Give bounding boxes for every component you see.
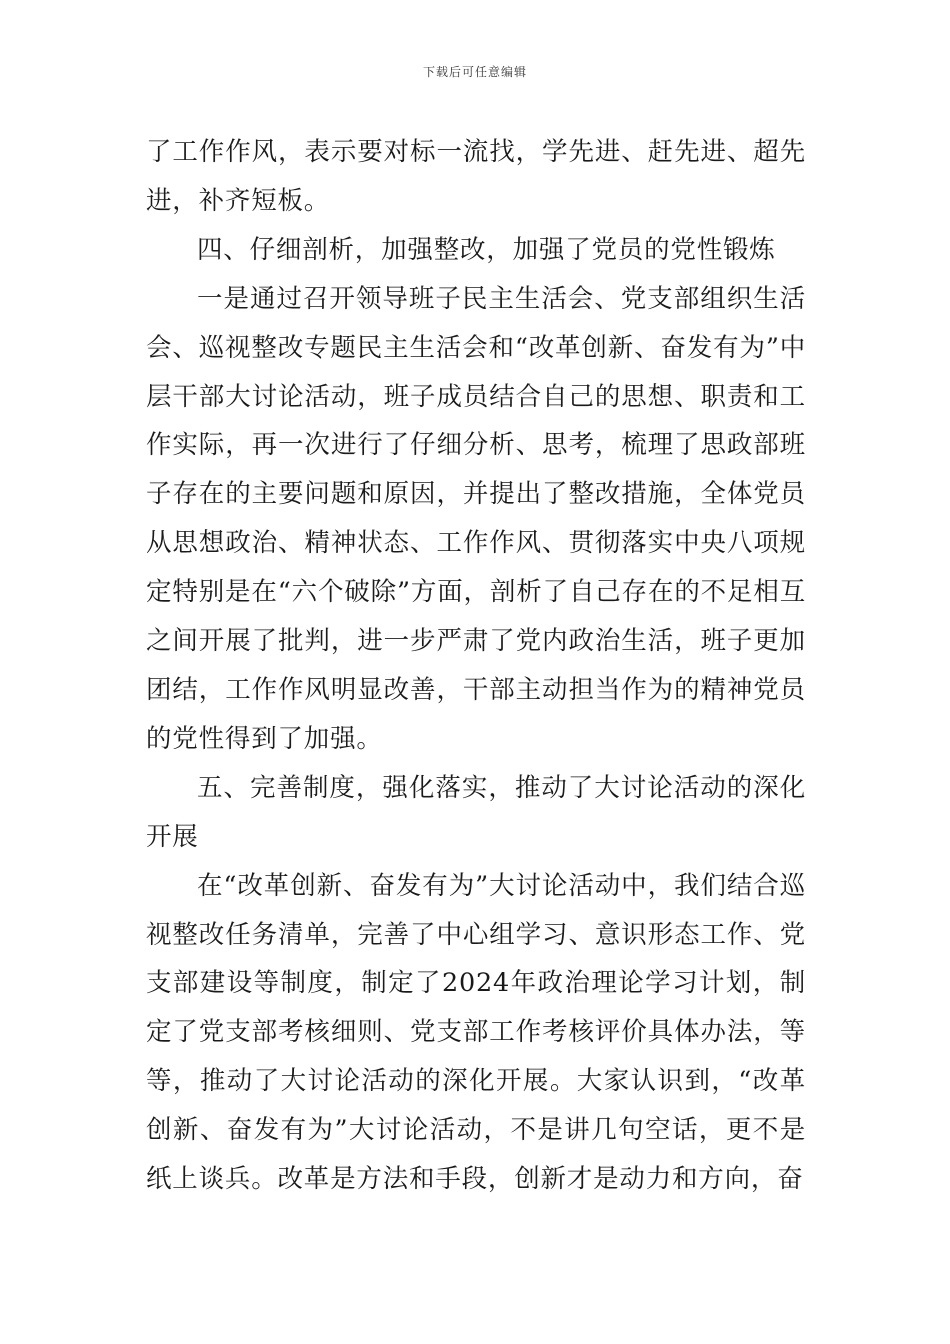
- document-body: [146, 128, 806, 1204]
- paragraph-democratic-life: 一是通过召开领导班子民主生活会、党支部组织生活会、巡视整改专题民主生活会和“改革创新、奋发有为”中层干部大讨论活动，班子成员结合自己的思想、职责和工作实际，再一次进行了仔细分析、思考，梳理了思政部班子存在的主要问题和原因，并提出了整改措施，全体党员从思想政治、精神状态、工作作风、贯彻落实中央八项规定特别是在“六个破除”方面，剖析了自己存在的不足相互之间开展了批判，进一步严肃了党内政治生活，班子更加团结，工作作风明显改善，干部主动担当作为的精神党员的党性得到了加强。: [146, 283, 806, 754]
- section-heading-four: 四、仔细剖析，加强整改，加强了党员的党性锻炼: [197, 234, 776, 265]
- paragraph-continuation: 了工作作风，表示要对标一流找，学先进、赶先进、超先进，补齐短板。: [146, 137, 806, 216]
- section-heading-five: 五、完善制度，强化落实，推动了大讨论活动的深化开展: [146, 772, 806, 852]
- page-header: 下载后可任意编辑: [422, 65, 527, 79]
- paragraph-system-improvement: 在“改革创新、奋发有为”大讨论活动中，我们结合巡视整改任务清单，完善了中心组学习、意识形态工作、党支部建设等制度，制定了2024年政治理论学习计划，制定了党支部考核细则、党支部工作考核评价具体办法，等等，推动了大讨论活动的深化开展。大家认识到，“改革创新、奋发有为”大讨论活动，不是讲几句空话，更不是纸上谈兵。改革是方法和手段，创新才是动力和方向，奋: [146, 870, 806, 1195]
